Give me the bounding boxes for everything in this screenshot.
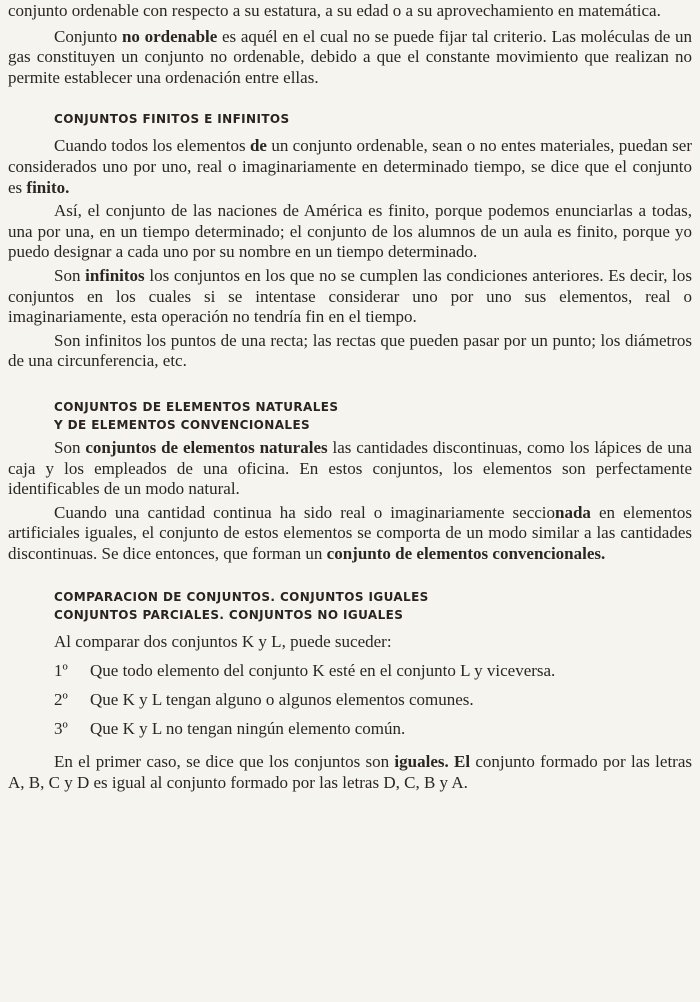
bold-term: nada — [555, 502, 591, 522]
section-heading-finitos — [54, 110, 692, 128]
list-text: Que todo elemento del conjunto K esté en el conjunto L y viceversa. — [90, 661, 556, 681]
paragraph-text: Son — [54, 437, 86, 457]
list-item — [54, 689, 692, 710]
paragraph-text: los conjuntos en los que no se cumplen las condiciones anteriores. Es decir, los conjuntos en los cuales si se intentase considerar uno por uno sus elementos, real o imaginariamente, esta operación no tendría fin en el tiempo. — [8, 265, 692, 327]
bold-term: conjuntos de elementos naturales — [85, 437, 328, 457]
paragraph-finito-example — [8, 201, 692, 263]
list-number: 2º — [54, 690, 68, 710]
document-page — [8, 0, 692, 793]
bold-term: iguales. — [394, 752, 449, 772]
paragraph-text: en elementos artificiales iguales, el conjunto de estos elementos se comporta de un modo similar a las cantidades discontinuas. Se dice entonces, que forman un — [8, 502, 692, 563]
section-heading-comparacion — [54, 588, 692, 624]
paragraph-text: las cantidades discontinuas, como los lápices de una caja y los empleados de una oficina. En estos conjuntos, los elementos son perfectamente identificables de un modo natural. — [8, 437, 692, 499]
paragraph-text: Al comparar dos conjuntos K y L, puede suceder: — [54, 632, 392, 652]
list-text: Que K y L tengan alguno o algunos elementos comunes. — [90, 690, 474, 710]
paragraph-text: Conjunto — [54, 26, 122, 46]
paragraph-finito-def — [8, 136, 692, 198]
bold-term: conjunto de elementos convencionales. — [326, 543, 606, 563]
paragraph-ordenable-cont — [8, 1, 692, 22]
paragraph-convencionales-def — [8, 503, 692, 565]
paragraph-text: Cuando una cantidad continua ha sido real o imaginariamente seccio — [54, 502, 556, 522]
heading-line: Y DE ELEMENTOS CONVENCIONALES — [54, 417, 311, 432]
paragraph-text: es aquél en el cual no se puede fijar tal criterio. Las moléculas de un gas constituyen un conjunto no ordenable, debido a que el constante movimiento que realizan no permite establecer una ordenación entre ellas. — [8, 26, 692, 87]
heading-line: COMPARACION DE CONJUNTOS. CONJUNTOS IGUALES — [54, 590, 429, 605]
paragraph-naturales-def — [8, 438, 692, 500]
paragraph-text: Son — [54, 265, 86, 285]
paragraph-text: Así, el conjunto de las naciones de América es finito, porque podemos enunciarlas a todas, una por una, en un tiempo determinado; el conjunto de los alumnos de un aula es finito, porque yo puedo designar a cada uno por su nombre en un tiempo determinado. — [8, 201, 692, 262]
list-item — [54, 718, 692, 739]
bold-term: El — [454, 752, 471, 772]
bold-term: de — [249, 136, 267, 156]
paragraph-text: conjunto formado por las letras A, B, C y D es igual al conjunto formado por las letras D, C, B y A. — [8, 752, 692, 792]
bold-term: no ordenable — [121, 26, 218, 46]
bold-term: infinitos — [85, 265, 145, 285]
paragraph-no-ordenable — [8, 27, 692, 89]
heading-line: CONJUNTOS FINITOS E INFINITOS — [54, 112, 290, 127]
section-heading-naturales — [54, 398, 692, 434]
paragraph-iguales-def — [8, 752, 692, 793]
paragraph-text: un conjunto ordenable, sean o no entes materiales, puedan ser considerados uno por uno, real o imaginariamente en determinado tiempo, se dice que el conjunto es — [8, 136, 693, 197]
heading-line: CONJUNTOS DE ELEMENTOS NATURALES — [54, 399, 339, 414]
list-number: 3º — [54, 719, 68, 739]
paragraph-text: Son infinitos los puntos de una recta; las rectas que pueden pasar por un punto; los diámetros de una circunferencia, etc. — [8, 330, 692, 371]
paragraph-text: conjunto ordenable con respecto a su estatura, a su edad o a su aprovechamiento en matemática. — [8, 1, 661, 20]
list-text: Que K y L no tengan ningún elemento común. — [90, 719, 406, 739]
paragraph-text: En el primer caso, se dice que los conjuntos son — [54, 752, 395, 772]
paragraph-infinito-def — [8, 266, 692, 328]
list-number: 1º — [54, 661, 68, 681]
paragraph-comparar-intro — [54, 632, 692, 653]
paragraph-infinito-example — [8, 331, 692, 372]
list-item — [54, 660, 692, 681]
paragraph-text: Cuando todos los elementos — [54, 136, 250, 156]
bold-term: finito. — [26, 177, 70, 197]
heading-line: CONJUNTOS PARCIALES. CONJUNTOS NO IGUALES — [54, 608, 404, 623]
